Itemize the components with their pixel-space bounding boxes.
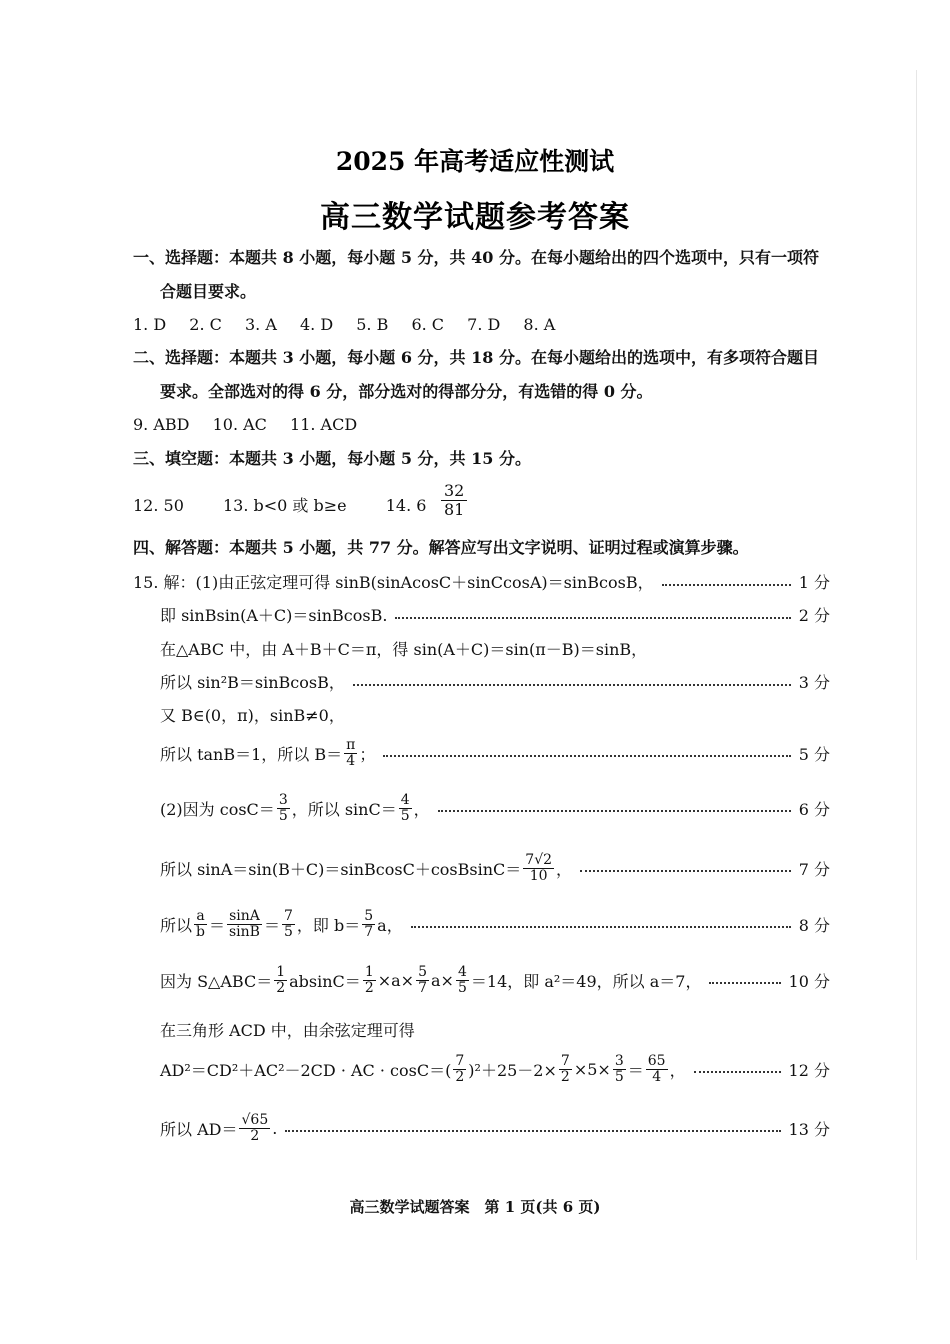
solution-line <box>160 670 830 693</box>
score-mark: 2 分 <box>798 606 830 625</box>
fraction-numerator: 4 <box>457 964 467 980</box>
solution-line <box>160 853 830 883</box>
section1-heading-cont: 合题目要求。 <box>160 282 257 301</box>
solution-text: AD²＝CD²＋AC²－2CD · AC · cosC＝( <box>160 1060 452 1080</box>
dot-leader <box>383 755 790 757</box>
fraction <box>239 1113 270 1143</box>
fraction <box>274 965 287 995</box>
solution-line <box>133 570 830 593</box>
fraction-numerator: 3 <box>278 792 288 808</box>
solution-text: 在△ABC 中，由 A＋B＋C＝π，得 sin(A＋C)＝sin(π－B)＝sinB， <box>160 640 648 659</box>
fraction-denominator: 5 <box>400 807 410 824</box>
section2-heading-cont: 要求。全部选对的得 6 分，部分选对的得部分分，有选错的得 0 分。 <box>160 382 653 401</box>
fraction-numerator: 32 <box>441 482 467 501</box>
score-mark: 12 分 <box>788 1060 830 1080</box>
solution-text: (2)因为 cosC＝ <box>160 799 275 819</box>
fraction <box>227 909 262 939</box>
fraction-numerator: 7 <box>283 908 293 924</box>
dot-leader <box>395 617 790 619</box>
answer-item: 11. ACD <box>290 415 358 434</box>
section2-answers <box>133 415 357 435</box>
fraction-numerator: 3 <box>614 1053 624 1069</box>
score-mark: 6 分 <box>798 799 830 819</box>
section1-heading: 一、选择题：本题共 8 小题，每小题 5 分，共 40 分。在每小题给出的四个选项中，只有一项符 <box>133 248 819 267</box>
solution-text: ， <box>413 799 430 819</box>
solution-text: ，即 b＝ <box>296 915 361 935</box>
solution-text: a， <box>377 915 403 935</box>
solution-text: 15. 解：(1)由正弦定理可得 sinB(sinAcosC＋sinCcosA)＝sinBcosB， <box>133 573 654 592</box>
fraction-numerator: 4 <box>400 792 410 808</box>
fraction-numerator: √65 <box>241 1112 269 1128</box>
fraction-numerator: 1 <box>364 964 374 980</box>
answer-item: 12. 50 <box>133 496 184 515</box>
fraction-numerator: 7√2 <box>525 852 553 868</box>
answer-14-fraction <box>441 482 467 520</box>
solution-line <box>160 793 830 823</box>
answer-item: 7. D <box>467 315 501 334</box>
score-mark: 10 分 <box>788 971 830 991</box>
solution-text: 所以 sinA＝sin(B＋C)＝sinBcosC＋cosBsinC＝ <box>160 859 522 879</box>
answer-item: 13. b<0 或 b≥e <box>222 496 347 515</box>
section1-answers <box>133 315 555 335</box>
fraction <box>456 965 469 995</box>
fraction-numerator: π <box>346 737 356 753</box>
fraction <box>613 1054 626 1084</box>
fraction-denominator: 2 <box>250 1127 260 1144</box>
answer-item: 9. ABD <box>133 415 190 434</box>
dot-leader <box>709 982 780 984</box>
fraction-numerator: 7 <box>560 1053 570 1069</box>
answer-item: 8. A <box>523 315 556 334</box>
solution-text: 所以 <box>160 915 193 935</box>
fraction <box>523 853 554 883</box>
exam-title: 2025 年高考适应性测试 <box>335 147 615 176</box>
fraction <box>399 793 412 823</box>
answer-item: 1. D <box>133 315 167 334</box>
solution-text: ，所以 sinC＝ <box>291 799 397 819</box>
solution-text: 所以 sin²B＝sinBcosB， <box>160 673 345 692</box>
solution-text: ＝14，即 a²＝49，所以 a＝7， <box>470 971 702 991</box>
solution-text: absinC＝ <box>289 971 361 991</box>
section3-heading: 三、填空题：本题共 3 小题，每小题 5 分，共 15 分。 <box>133 449 531 468</box>
fraction-denominator: 5 <box>278 807 288 824</box>
score-mark: 1 分 <box>798 573 830 592</box>
dot-leader <box>285 1130 780 1132</box>
dot-leader <box>580 870 791 872</box>
solution-text: 所以 tanB＝1，所以 B＝ <box>160 744 343 764</box>
fraction <box>646 1054 668 1084</box>
score-mark: 5 分 <box>798 744 830 764</box>
solution-text: ×a× <box>377 970 415 990</box>
solution-line <box>160 909 830 939</box>
fraction-denominator: b <box>196 923 205 940</box>
section4-heading: 四、解答题：本题共 5 小题，共 77 分。解答应写出文字说明、证明过程或演算步骤。 <box>133 538 749 557</box>
fraction <box>282 909 295 939</box>
dot-leader <box>411 926 791 928</box>
solution-text: ， <box>556 859 573 879</box>
fraction-denominator: 2 <box>364 979 374 996</box>
fraction <box>277 793 290 823</box>
fraction <box>194 909 207 939</box>
solution-line <box>160 703 830 726</box>
solution-text: ＝ <box>208 915 225 935</box>
fraction-numerator: 7 <box>455 1053 465 1069</box>
fraction-denominator: 7 <box>418 979 428 996</box>
fraction-numerator: 5 <box>364 908 374 924</box>
fraction-denominator: sinB <box>229 923 260 940</box>
solution-line <box>160 738 830 768</box>
scan-edge-line <box>916 70 917 1260</box>
fraction-denominator: 10 <box>529 867 548 884</box>
fraction <box>453 1054 466 1084</box>
solution-text: ＝ <box>263 915 280 935</box>
solution-text: ＝ <box>627 1060 644 1080</box>
fraction-numerator: a <box>196 908 205 924</box>
fraction <box>344 738 357 768</box>
fraction-denominator: 4 <box>346 752 356 769</box>
solution-text: . <box>272 1118 278 1138</box>
dot-leader <box>438 810 791 812</box>
fraction-denominator: 4 <box>652 1068 662 1085</box>
solution-text: 即 sinBsin(A＋C)＝sinBcosB. <box>160 606 388 625</box>
dot-leader <box>353 684 791 686</box>
solution-text: 在三角形 ACD 中，由余弦定理可得 <box>160 1021 415 1040</box>
fraction-numerator: 65 <box>647 1053 666 1069</box>
solution-line <box>160 1018 830 1041</box>
answer-item: 5. B <box>356 315 389 334</box>
answer-item: 2. C <box>189 315 222 334</box>
solution-text: ， <box>669 1060 686 1080</box>
solution-text: 因为 S△ABC＝ <box>160 971 273 991</box>
fraction-denominator: 2 <box>455 1068 465 1085</box>
fraction-denominator: 5 <box>457 979 467 996</box>
answer-item: 6. C <box>411 315 445 334</box>
fraction <box>559 1054 572 1084</box>
answer-item: 10. AC <box>212 415 267 434</box>
fraction <box>363 965 376 995</box>
solution-text: a× <box>431 970 454 990</box>
fraction-denominator: 81 <box>444 500 465 520</box>
solution-text: ×5× <box>573 1059 611 1079</box>
score-mark: 7 分 <box>798 859 830 879</box>
fraction-denominator: 2 <box>560 1068 570 1085</box>
solution-text: 又 B∈(0，π)，sinB≠0， <box>160 706 345 725</box>
dot-leader <box>662 584 791 586</box>
solution-text: ； <box>359 744 376 764</box>
fraction-denominator: 7 <box>364 923 374 940</box>
score-mark: 3 分 <box>798 673 830 692</box>
fraction-denominator: 2 <box>276 979 286 996</box>
solution-line <box>160 637 830 660</box>
solution-line <box>160 1113 830 1143</box>
score-mark: 13 分 <box>788 1119 830 1139</box>
answer-item: 14. 6 <box>385 496 427 515</box>
page-footer: 高三数学试题答案 第 1 页(共 6 页) <box>349 1198 601 1216</box>
fraction-numerator: 1 <box>276 964 286 980</box>
solution-text: )²＋25－2× <box>468 1060 557 1080</box>
fraction-denominator: 5 <box>283 923 293 940</box>
fraction-denominator: 5 <box>614 1068 624 1085</box>
solution-line <box>160 603 830 626</box>
solution-text: 所以 AD＝ <box>160 1119 238 1139</box>
section2-heading: 二、选择题：本题共 3 小题，每小题 6 分，共 18 分。在每小题给出的选项中，有多项符合题目 <box>133 348 819 367</box>
answer-item: 4. D <box>299 315 334 334</box>
answer-key-title: 高三数学试题参考答案 <box>320 200 630 235</box>
score-mark: 8 分 <box>798 915 830 935</box>
dot-leader <box>694 1071 781 1073</box>
solution-line <box>160 965 830 995</box>
solution-line <box>160 1054 830 1084</box>
section3-answers <box>133 493 426 516</box>
fraction <box>362 909 375 939</box>
answer-item: 3. A <box>244 315 277 334</box>
fraction-numerator: 5 <box>418 964 428 980</box>
fraction <box>416 965 429 995</box>
fraction-numerator: sinA <box>229 908 260 924</box>
